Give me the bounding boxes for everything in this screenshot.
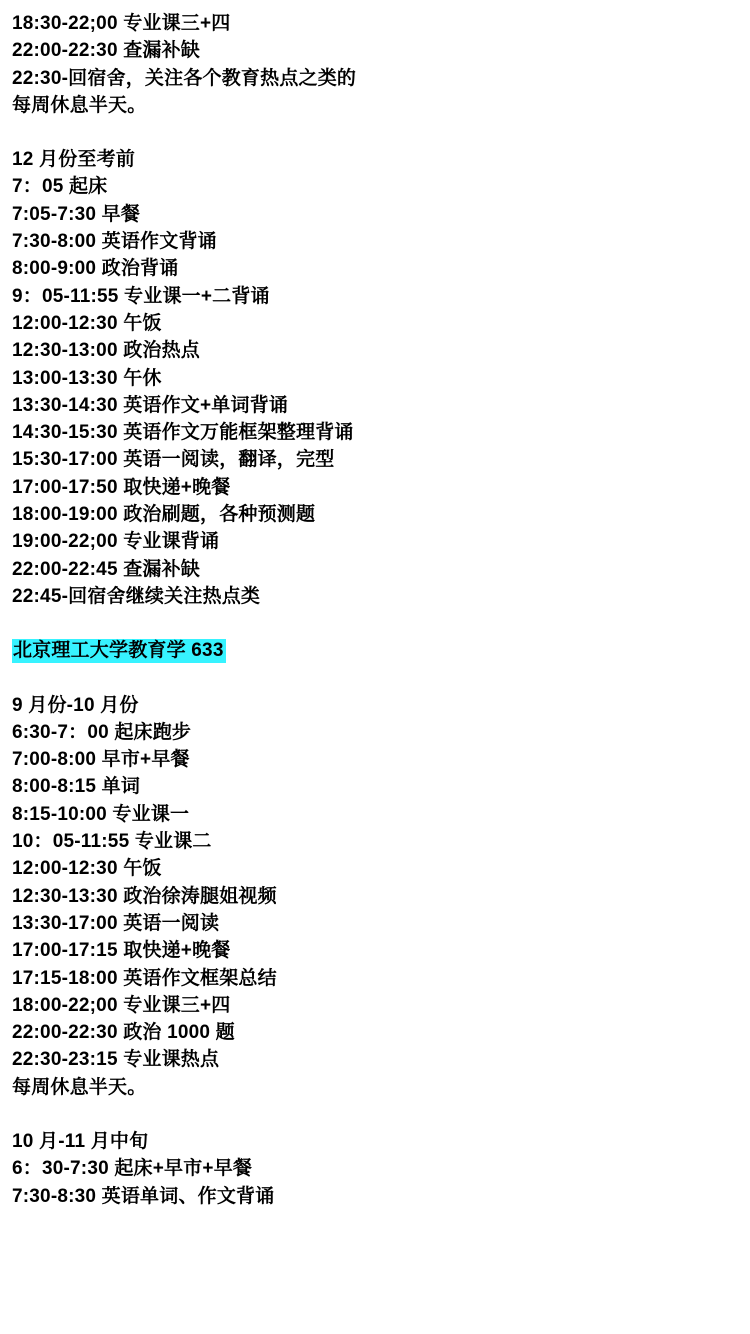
schedule-line: 7：05 起床 [12, 176, 108, 198]
schedule-line: 22:30-回宿舍，关注各个教育热点之类的 [12, 67, 357, 89]
schedule-line: 12 月份至考前 [12, 149, 136, 171]
schedule-line: 13:00-13:30 午休 [12, 367, 162, 389]
schedule-line: 10 月-11 月中旬 [12, 1130, 149, 1152]
schedule-line: 17:00-17:15 取快递+晚餐 [12, 940, 231, 962]
document-content [12, 10, 738, 1210]
paragraph-spacer [12, 610, 738, 637]
schedule-line: 9 月份-10 月份 [12, 694, 139, 716]
schedule-line: 18:00-19:00 政治刷题，各种预测题 [12, 504, 316, 526]
paragraph-spacer [12, 665, 738, 692]
schedule-line: 22:00-22:45 查漏补缺 [12, 558, 200, 580]
schedule-line: 17:00-17:50 取快递+晚餐 [12, 476, 231, 498]
schedule-line: 15:30-17:00 英语一阅读，翻译，完型 [12, 449, 335, 471]
schedule-line: 14:30-15:30 英语作文万能框架整理背诵 [12, 422, 354, 444]
schedule-line: 13:30-14:30 英语作文+单词背诵 [12, 394, 289, 416]
schedule-line: 8:15-10:00 专业课一 [12, 803, 190, 825]
schedule-line: 17:15-18:00 英语作文框架总结 [12, 967, 277, 989]
section-heading-highlighted [12, 637, 738, 664]
schedule-line: 7:30-8:30 英语单词、作文背诵 [12, 1185, 275, 1207]
schedule-line: 22:45-回宿舍继续关注热点类 [12, 585, 261, 607]
schedule-line: 9：05-11:55 专业课一+二背诵 [12, 285, 270, 307]
schedule-line: 12:30-13:00 政治热点 [12, 340, 200, 362]
schedule-line: 22:30-23:15 专业课热点 [12, 1049, 220, 1071]
schedule-line: 12:00-12:30 午饭 [12, 858, 162, 880]
schedule-line: 18:30-22;00 专业课三+四 [12, 13, 231, 34]
schedule-line: 10：05-11:55 专业课二 [12, 831, 212, 853]
schedule-line: 8:00-8:15 单词 [12, 776, 141, 798]
schedule-line: 6：30-7:30 起床+早市+早餐 [12, 1158, 253, 1180]
schedule-line: 每周休息半天。 [12, 94, 147, 116]
schedule-line: 13:30-17:00 英语一阅读 [12, 912, 220, 934]
schedule-line: 每周休息半天。 [12, 1076, 147, 1098]
schedule-line: 7:30-8:00 英语作文背诵 [12, 231, 217, 253]
schedule-line: 19:00-22;00 专业课背诵 [12, 531, 220, 553]
highlight-mark: 北京理工大学教育学 633 [13, 640, 224, 662]
schedule-line: 7:00-8:00 早市+早餐 [12, 749, 190, 771]
schedule-line: 22:00-22:30 查漏补缺 [12, 40, 200, 62]
schedule-line: 8:00-9:00 政治背诵 [12, 258, 179, 280]
paragraph-spacer [12, 1101, 738, 1128]
schedule-line: 12:30-13:30 政治徐涛腿姐视频 [12, 885, 277, 907]
schedule-line: 6:30-7：00 起床跑步 [12, 721, 192, 743]
schedule-line: 7:05-7:30 早餐 [12, 203, 141, 225]
schedule-line: 18:00-22;00 专业课三+四 [12, 994, 231, 1016]
schedule-line: 22:00-22:30 政治 1000 题 [12, 1022, 235, 1044]
paragraph-spacer [12, 119, 738, 146]
schedule-line: 12:00-12:30 午饭 [12, 312, 162, 334]
